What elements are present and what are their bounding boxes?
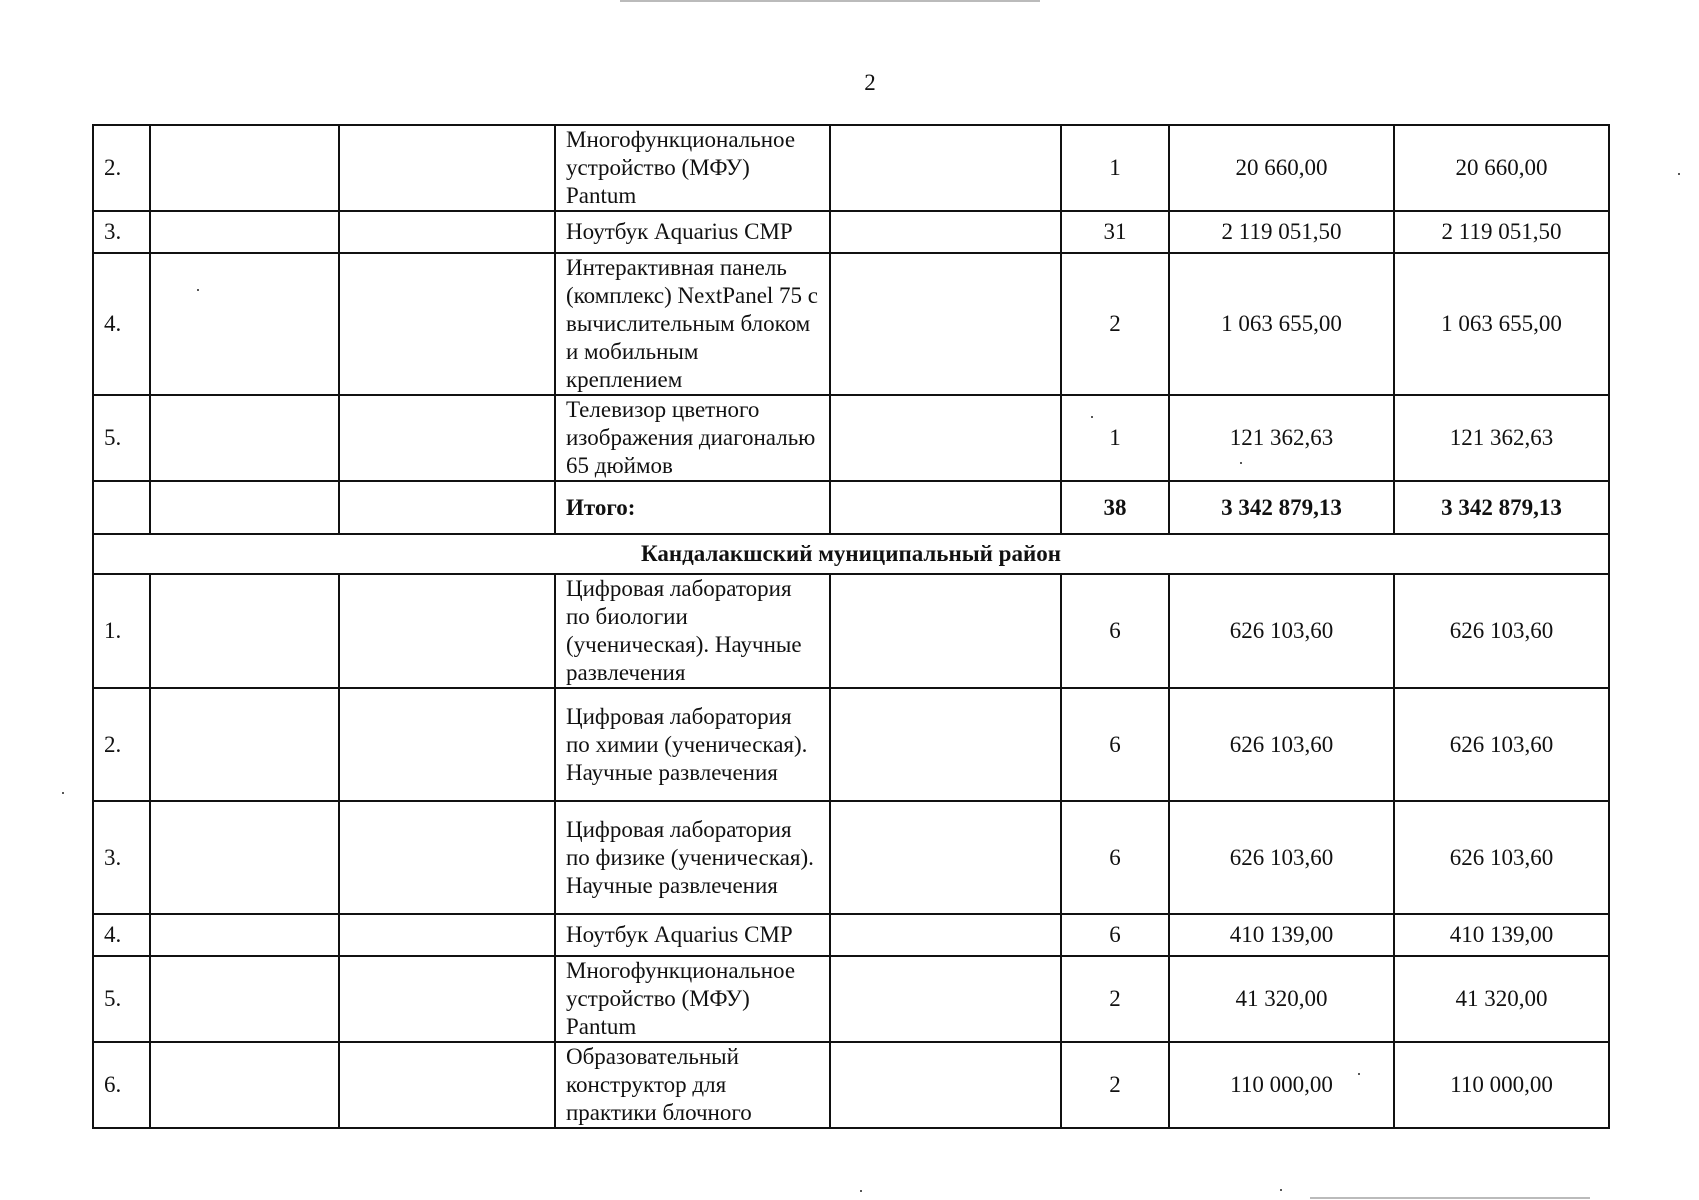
empty-cell bbox=[339, 253, 555, 395]
row-number: 3. bbox=[93, 801, 150, 914]
total-row bbox=[93, 481, 1609, 534]
empty-cell bbox=[93, 481, 150, 534]
item-name: Цифровая лаборатория по физике (ученическая). Научные развлечения bbox=[555, 801, 830, 914]
bottom-rule bbox=[1310, 1197, 1590, 1199]
item-quantity: 6 bbox=[1061, 688, 1169, 801]
empty-cell bbox=[150, 395, 339, 481]
empty-cell bbox=[830, 688, 1061, 801]
empty-cell bbox=[339, 395, 555, 481]
item-price: 626 103,60 bbox=[1169, 688, 1394, 801]
empty-cell bbox=[830, 1042, 1061, 1128]
row-number: 2. bbox=[93, 688, 150, 801]
empty-cell bbox=[830, 481, 1061, 534]
item-sum: 410 139,00 bbox=[1394, 914, 1609, 956]
empty-cell bbox=[830, 125, 1061, 211]
empty-cell bbox=[830, 211, 1061, 253]
scan-speck bbox=[1240, 462, 1242, 464]
item-price: 110 000,00 bbox=[1169, 1042, 1394, 1128]
item-name: Многофункциональное устройство (МФУ) Pantum bbox=[555, 956, 830, 1042]
empty-cell bbox=[830, 956, 1061, 1042]
table-row bbox=[93, 956, 1609, 1042]
item-price: 20 660,00 bbox=[1169, 125, 1394, 211]
scan-speck bbox=[1280, 1189, 1282, 1191]
scan-speck bbox=[860, 1190, 862, 1192]
table-row bbox=[93, 211, 1609, 253]
section-header-row bbox=[93, 534, 1609, 574]
row-number: 1. bbox=[93, 574, 150, 688]
equipment-table bbox=[92, 124, 1610, 1129]
total-price: 3 342 879,13 bbox=[1169, 481, 1394, 534]
row-number: 6. bbox=[93, 1042, 150, 1128]
item-name: Многофункциональное устройство (МФУ) Pantum bbox=[555, 125, 830, 211]
section-title: Кандалакшский муниципальный район bbox=[93, 534, 1609, 574]
table-row bbox=[93, 688, 1609, 801]
empty-cell bbox=[830, 801, 1061, 914]
empty-cell bbox=[339, 481, 555, 534]
row-number: 2. bbox=[93, 125, 150, 211]
table-body bbox=[93, 125, 1609, 1128]
item-sum: 41 320,00 bbox=[1394, 956, 1609, 1042]
empty-cell bbox=[830, 395, 1061, 481]
empty-cell bbox=[339, 574, 555, 688]
empty-cell bbox=[339, 914, 555, 956]
item-sum: 2 119 051,50 bbox=[1394, 211, 1609, 253]
empty-cell bbox=[339, 1042, 555, 1128]
total-label: Итого: bbox=[555, 481, 830, 534]
item-name: Ноутбук Aquarius CMP bbox=[555, 914, 830, 956]
empty-cell bbox=[150, 688, 339, 801]
empty-cell bbox=[150, 574, 339, 688]
item-price: 1 063 655,00 bbox=[1169, 253, 1394, 395]
empty-cell bbox=[830, 574, 1061, 688]
item-price: 410 139,00 bbox=[1169, 914, 1394, 956]
scan-speck bbox=[197, 289, 199, 291]
item-quantity: 1 bbox=[1061, 125, 1169, 211]
total-sum: 3 342 879,13 bbox=[1394, 481, 1609, 534]
row-number: 5. bbox=[93, 956, 150, 1042]
item-price: 626 103,60 bbox=[1169, 574, 1394, 688]
item-name: Телевизор цветного изображения диагональю 65 дюймов bbox=[555, 395, 830, 481]
top-rule bbox=[620, 0, 1040, 2]
page-number: 2 bbox=[864, 70, 876, 95]
total-quantity: 38 bbox=[1061, 481, 1169, 534]
item-sum: 626 103,60 bbox=[1394, 688, 1609, 801]
empty-cell bbox=[150, 211, 339, 253]
item-quantity: 2 bbox=[1061, 1042, 1169, 1128]
item-sum: 626 103,60 bbox=[1394, 801, 1609, 914]
item-sum: 626 103,60 bbox=[1394, 574, 1609, 688]
item-price: 41 320,00 bbox=[1169, 956, 1394, 1042]
item-name: Образовательный конструктор для практики блочного bbox=[555, 1042, 830, 1128]
item-sum: 110 000,00 bbox=[1394, 1042, 1609, 1128]
item-quantity: 6 bbox=[1061, 914, 1169, 956]
item-name: Цифровая лаборатория по химии (ученическая). Научные развлечения bbox=[555, 688, 830, 801]
row-number: 5. bbox=[93, 395, 150, 481]
item-quantity: 31 bbox=[1061, 211, 1169, 253]
scan-speck bbox=[1091, 416, 1093, 418]
table-row bbox=[93, 801, 1609, 914]
empty-cell bbox=[150, 956, 339, 1042]
table-row bbox=[93, 395, 1609, 481]
table-row bbox=[93, 253, 1609, 395]
empty-cell bbox=[830, 914, 1061, 956]
item-quantity: 2 bbox=[1061, 253, 1169, 395]
item-name: Интерактивная панель (комплекс) NextPanel 75 с вычислительным блоком и мобильным креплением bbox=[555, 253, 830, 395]
empty-cell bbox=[830, 253, 1061, 395]
empty-cell bbox=[150, 801, 339, 914]
item-price: 2 119 051,50 bbox=[1169, 211, 1394, 253]
item-sum: 1 063 655,00 bbox=[1394, 253, 1609, 395]
empty-cell bbox=[339, 956, 555, 1042]
item-price: 626 103,60 bbox=[1169, 801, 1394, 914]
item-name: Цифровая лаборатория по биологии (ученическая). Научные развлечения bbox=[555, 574, 830, 688]
empty-cell bbox=[150, 914, 339, 956]
empty-cell bbox=[150, 481, 339, 534]
empty-cell bbox=[339, 211, 555, 253]
item-sum: 121 362,63 bbox=[1394, 395, 1609, 481]
table-row bbox=[93, 914, 1609, 956]
scan-speck bbox=[1678, 173, 1680, 175]
empty-cell bbox=[150, 125, 339, 211]
table-row bbox=[93, 574, 1609, 688]
table-row bbox=[93, 1042, 1609, 1128]
empty-cell bbox=[339, 801, 555, 914]
item-sum: 20 660,00 bbox=[1394, 125, 1609, 211]
item-quantity: 6 bbox=[1061, 574, 1169, 688]
item-name: Ноутбук Aquarius CMP bbox=[555, 211, 830, 253]
scan-speck bbox=[1358, 1073, 1360, 1075]
empty-cell bbox=[339, 688, 555, 801]
item-quantity: 6 bbox=[1061, 801, 1169, 914]
scan-speck bbox=[62, 792, 64, 794]
table-row bbox=[93, 125, 1609, 211]
row-number: 3. bbox=[93, 211, 150, 253]
empty-cell bbox=[150, 1042, 339, 1128]
empty-cell bbox=[150, 253, 339, 395]
row-number: 4. bbox=[93, 914, 150, 956]
row-number: 4. bbox=[93, 253, 150, 395]
empty-cell bbox=[339, 125, 555, 211]
item-quantity: 2 bbox=[1061, 956, 1169, 1042]
item-price: 121 362,63 bbox=[1169, 395, 1394, 481]
item-quantity: 1 bbox=[1061, 395, 1169, 481]
